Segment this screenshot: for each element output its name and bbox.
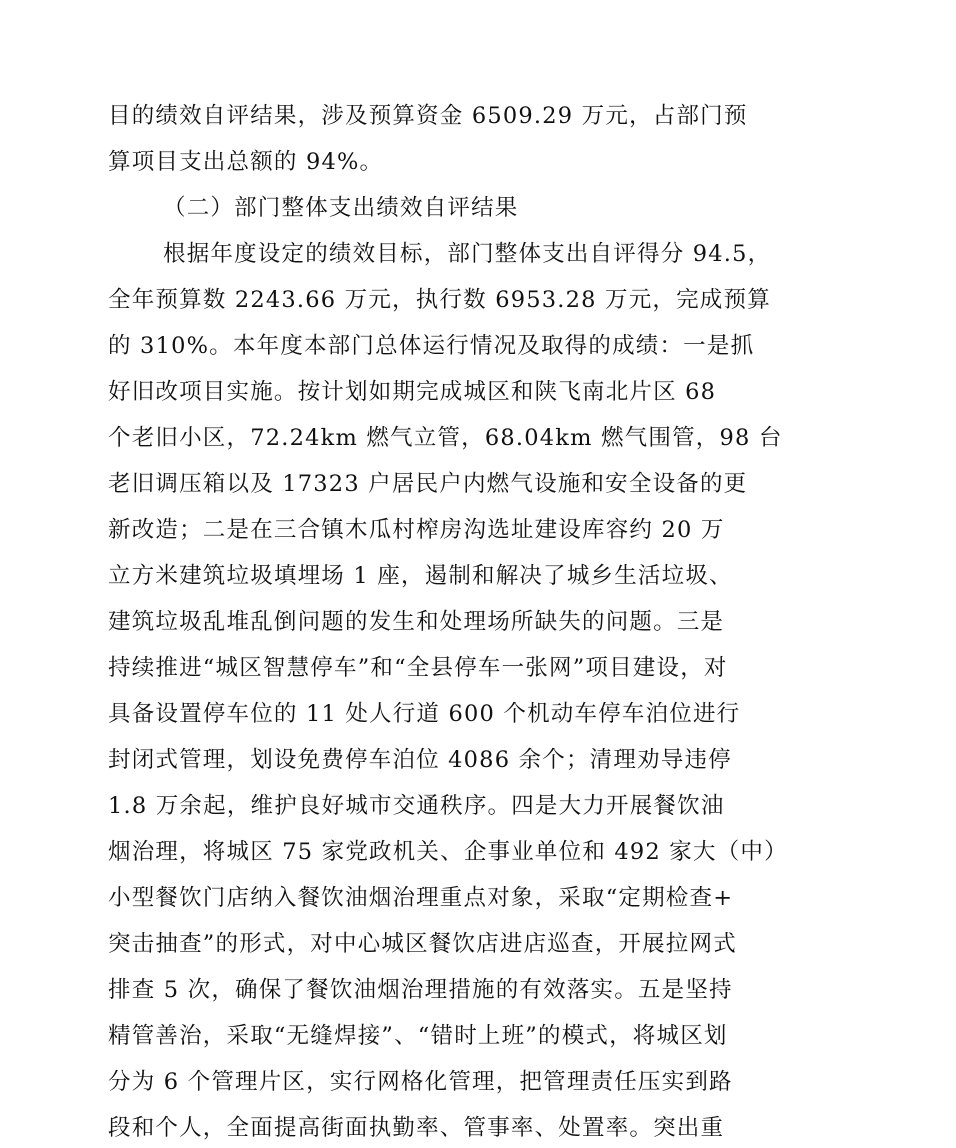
text-line-19: 突击抽查”的形式，对中心城区餐饮店进店巡查，开展拉网式 xyxy=(108,931,737,957)
text-line-13: 持续推进“城区智慧停车”和“全县停车一张网”项目建设，对 xyxy=(108,655,728,681)
text-line-18: 小型餐饮门店纳入餐饮油烟治理重点对象，采取“定期检查+ xyxy=(108,885,734,911)
text-line-23: 段和个人，全面提高街面执勤率、管事率、处置率。突出重 xyxy=(108,1115,725,1141)
text-line-6: 的 310%。本年度本部门总体运行情况及取得的成绩：一是抓 xyxy=(108,333,755,359)
text-line-2: 算项目支出总额的 94%。 xyxy=(108,149,384,175)
text-line-16: 1.8 万余起，维护良好城市交通秩序。四是大力开展餐饮油 xyxy=(108,793,725,819)
text-line-4: 根据年度设定的绩效目标，部门整体支出自评得分 94.5， xyxy=(163,241,772,267)
text-line-17: 烟治理，将城区 75 家党政机关、企事业单位和 492 家大（中） xyxy=(108,839,788,865)
text-line-9: 老旧调压箱以及 17323 户居民户内燃气设施和安全设备的更 xyxy=(108,471,748,497)
text-line-15: 封闭式管理，划设免费停车泊位 4086 余个；清理劝导违停 xyxy=(108,747,732,773)
text-line-14: 具备设置停车位的 11 处人行道 600 个机动车停车泊位进行 xyxy=(108,701,741,727)
text-line-12: 建筑垃圾乱堆乱倒问题的发生和处理场所缺失的问题。三是 xyxy=(108,609,725,635)
text-line-7: 好旧改项目实施。按计划如期完成城区和陕飞南北片区 68 xyxy=(108,379,717,405)
section-heading: （二）部门整体支出绩效自评结果 xyxy=(163,195,519,221)
text-line-20: 排查 5 次，确保了餐饮油烟治理措施的有效落实。五是坚持 xyxy=(108,977,733,1003)
text-line-21: 精管善治，采取“无缝焊接”、“错时上班”的模式，将城区划 xyxy=(108,1023,728,1049)
text-line-8: 个老旧小区，72.24km 燃气立管，68.04km 燃气围管，98 台 xyxy=(108,425,783,451)
text-line-1: 目的绩效自评结果，涉及预算资金 6509.29 万元，占部门预 xyxy=(108,103,748,129)
text-line-22: 分为 6 个管理片区，实行网格化管理，把管理责任压实到路 xyxy=(108,1069,733,1095)
text-line-5: 全年预算数 2243.66 万元，执行数 6953.28 万元，完成预算 xyxy=(108,287,771,313)
text-line-11: 立方米建筑垃圾填埋场 1 座，遏制和解决了城乡生活垃圾、 xyxy=(108,563,733,589)
text-line-10: 新改造；二是在三合镇木瓜村榨房沟选址建设库容约 20 万 xyxy=(108,517,725,543)
